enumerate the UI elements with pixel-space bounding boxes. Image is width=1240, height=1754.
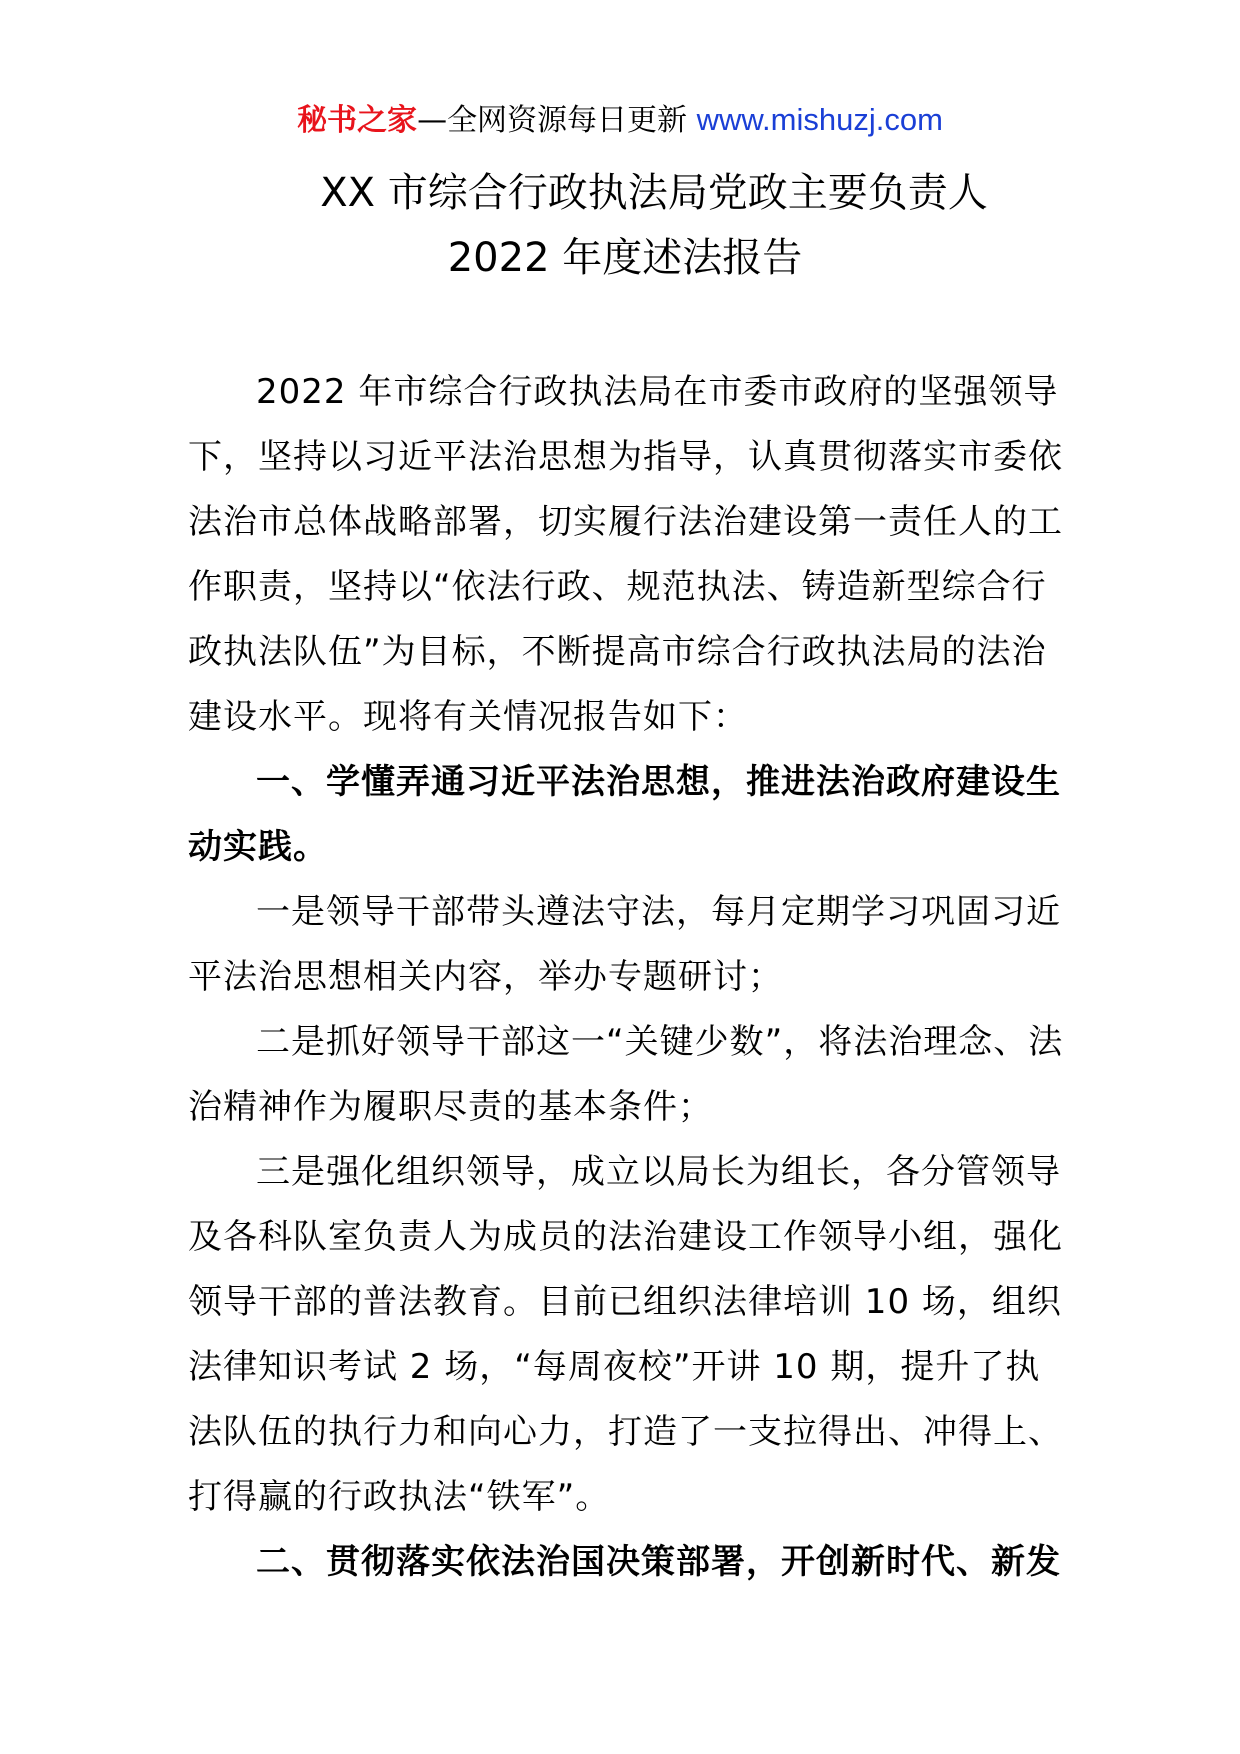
section-heading-2: 二、贯彻落实依法治国决策部署，开创新时代、新发 [256, 1542, 1061, 1582]
body-paragraph: 三是强化组织领导，成立以局长为组长，各分管领导及各科队室负责人为成员的法治建设工作领导小组，强化领导干部的普法教育。目前已组织法律培训 10 场，组织法律知识考试 2 场，“每周夜校”开讲 10 期，提升了执法队伍的执行力和向心力，打造了一支拉得出、冲得上、打得赢的行政执法“铁军”。 [188, 1152, 1063, 1517]
website-link[interactable]: www.mishuzj.com [696, 102, 943, 137]
intro-paragraph: 2022 年市综合行政执法局在市委市政府的坚强领导下，坚持以习近平法治思想为指导，认真贯彻落实市委依法治市总体战略部署，切实履行法治建设第一责任人的工作职责，坚持以“依法行政、规范执法、铸造新型综合行政执法队伍”为目标，不断提高市综合行政执法局的法治建设水平。现将有关情况报告如下： [188, 372, 1063, 737]
body-paragraph: 二是抓好领导干部这一“关键少数”，将法治理念、法治精神作为履职尽责的基本条件； [188, 1022, 1064, 1127]
document-title-line-2: 2022 年度述法报告 [447, 235, 803, 281]
banner-dash: — [417, 103, 448, 138]
header-banner [0, 100, 1240, 141]
section-heading-1: 一、学懂弄通习近平法治思想，推进法治政府建设生动实践。 [188, 762, 1061, 867]
brand-name: 秘书之家 [297, 103, 418, 138]
document-body [188, 360, 1068, 1595]
banner-slogan: 全网资源每日更新 [447, 103, 697, 138]
document-title-line-1: XX 市综合行政执法局党政主要负责人 [320, 170, 988, 216]
body-paragraph: 一是领导干部带头遵法守法，每月定期学习巩固习近平法治思想相关内容，举办专题研讨； [188, 892, 1061, 997]
